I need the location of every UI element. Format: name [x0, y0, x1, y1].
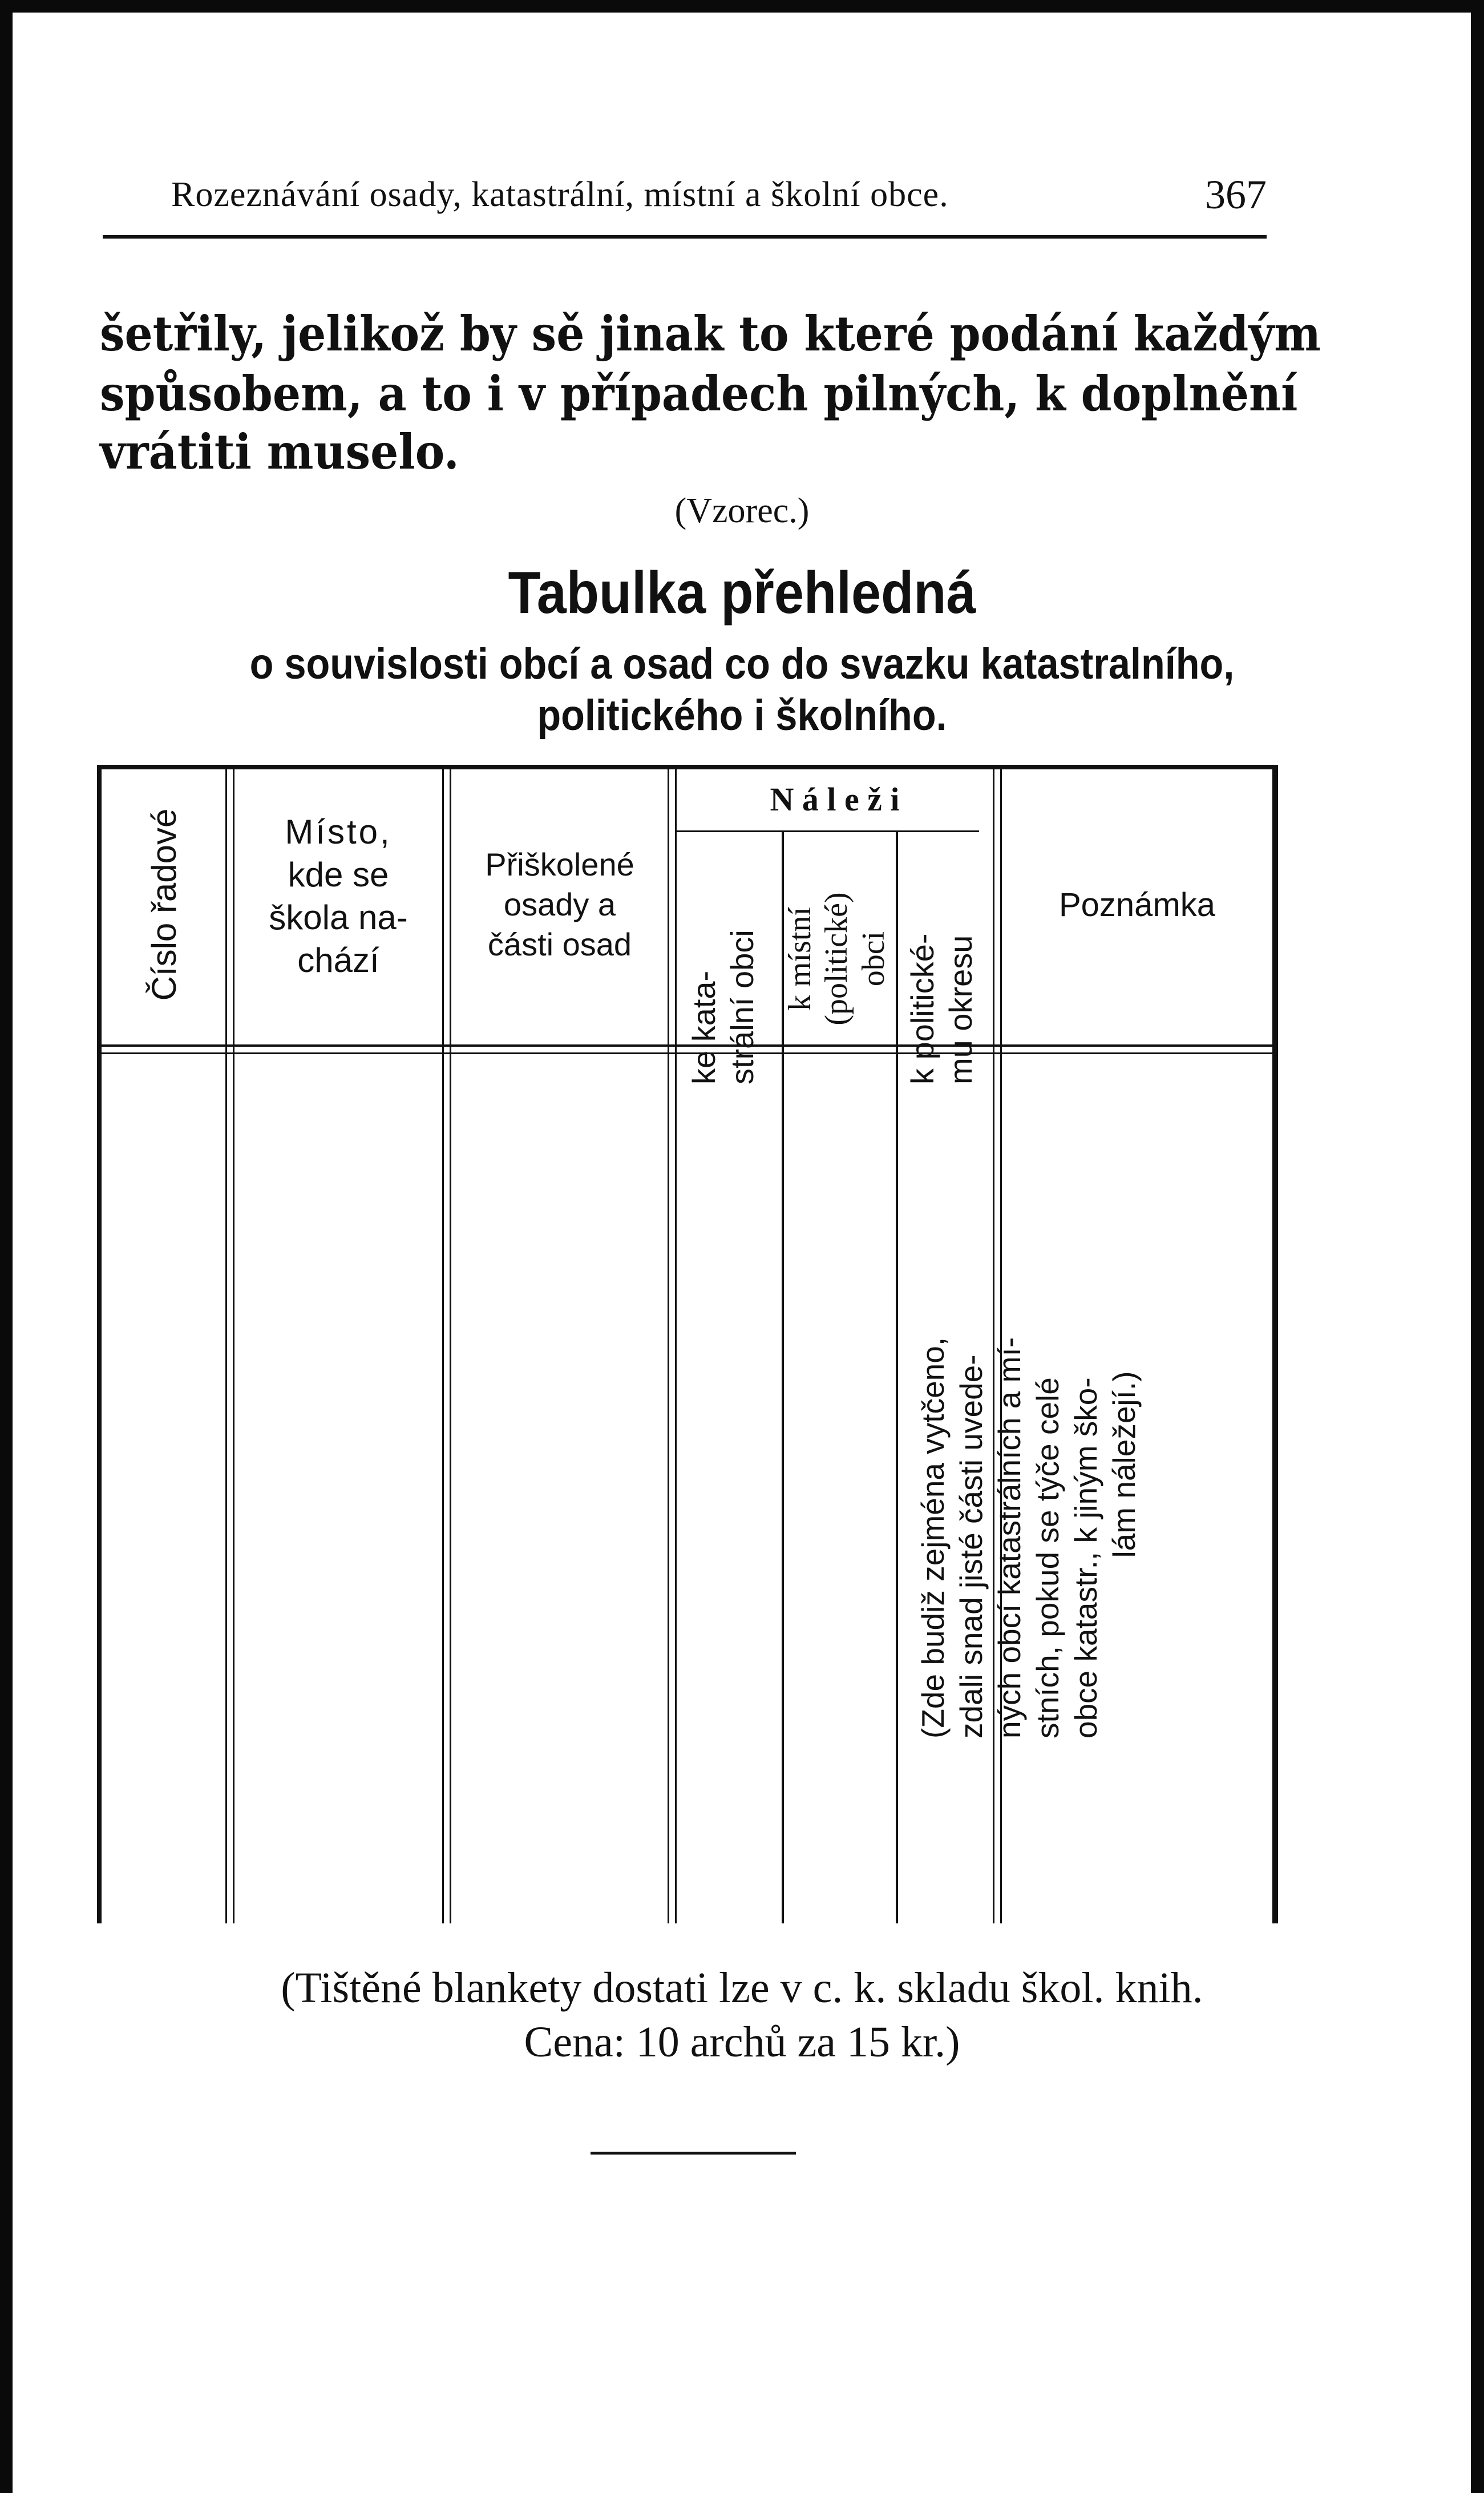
- footer-rule: [591, 2152, 796, 2155]
- col-sep-3b: [675, 765, 677, 1923]
- header-ke-katastralni-obci: [685, 833, 770, 1084]
- scan-border-top: [0, 0, 1484, 13]
- header-politicke-line-2: mu okresu: [943, 935, 979, 1084]
- intro-line-3: vrátiti muselo.: [100, 423, 459, 480]
- header-priskolene-line-2: osady a: [503, 886, 616, 922]
- note-line-6: lám náležejí.): [1106, 1371, 1142, 1558]
- header-mistni-line-3: obci: [855, 931, 891, 987]
- nalezi-subrule: [677, 830, 979, 832]
- intro-line-2: spůsobem, a to i v případech pilných, k doplnění: [100, 365, 1298, 422]
- header-k-mistni-obci: [782, 833, 896, 1084]
- col-sep-5: [896, 830, 898, 1923]
- form-subtitle-line-2: politického i školního.: [537, 691, 947, 740]
- header-nalezi: N á l e ž i: [770, 781, 900, 818]
- header-rule: [103, 235, 1267, 239]
- scan-border-right: [1471, 0, 1484, 2493]
- note-line-1: (Zde budiž zejména vytčeno,: [915, 1337, 951, 1738]
- form-subtitle-line-1: o souvislosti obcí a osad co do svazku katastralního,: [249, 640, 1235, 688]
- header-misto-line-1: Místo,: [285, 813, 392, 851]
- header-cislo-radove: Číslo řadové: [145, 808, 183, 1001]
- header-katastralni-line-1: ke kata-: [686, 970, 722, 1084]
- header-mistni-line-1: k místní: [782, 906, 818, 1011]
- intro-line-1: šetřily, jelikož by sě jinak to které podání každým: [100, 305, 1321, 362]
- poznamka-note: [914, 1191, 1159, 1738]
- footer-line-1: (Tištěné blankety dostati lze v c. k. skladu škol. knih.: [281, 1964, 1203, 2012]
- header-k-politickemu-okresu: [903, 833, 989, 1084]
- header-misto-line-2: kde se: [288, 856, 389, 894]
- header-politicke-line-1: k politické-: [904, 933, 940, 1084]
- page-number: 367: [1205, 172, 1267, 217]
- header-katastralni-line-2: strální obci: [724, 930, 761, 1084]
- header-priskolene-line-3: části osad: [487, 926, 632, 962]
- note-line-5: obce katastr., k jiným ško-: [1068, 1377, 1104, 1738]
- running-head-title: Rozeznávání osady, katastrální, místní a školní obce.: [171, 175, 949, 214]
- form-title: Tabulka přehledná: [508, 560, 976, 626]
- sample-label: (Vzorec.): [674, 491, 810, 530]
- header-misto-line-4: chází: [297, 941, 379, 979]
- header-misto: [234, 810, 442, 982]
- header-poznamka: Poznámka: [1058, 886, 1216, 923]
- table-left-border: [97, 765, 102, 1923]
- overview-table: [97, 765, 1278, 1923]
- header-priskolene: [451, 845, 668, 965]
- running-head: [171, 171, 1267, 223]
- table-top-border: [97, 765, 1278, 769]
- note-line-3: ných obcí katastrálních a mí-: [992, 1337, 1028, 1738]
- note-line-2: zdali snad jisté části uvede-: [953, 1354, 989, 1738]
- table-right-border: [1272, 765, 1278, 1923]
- col-sep-1a: [225, 765, 227, 1923]
- scan-border-left: [0, 0, 13, 2493]
- header-priskolene-line-1: Přiškolené: [485, 846, 634, 882]
- note-line-4: stních, pokud se týče celé: [1030, 1377, 1066, 1738]
- header-misto-line-3: škola na-: [269, 898, 408, 937]
- footer-line-2: Cena: 10 archů za 15 kr.): [524, 2018, 960, 2066]
- header-mistni-line-2: (politické): [819, 892, 855, 1026]
- col-sep-2a: [442, 765, 444, 1923]
